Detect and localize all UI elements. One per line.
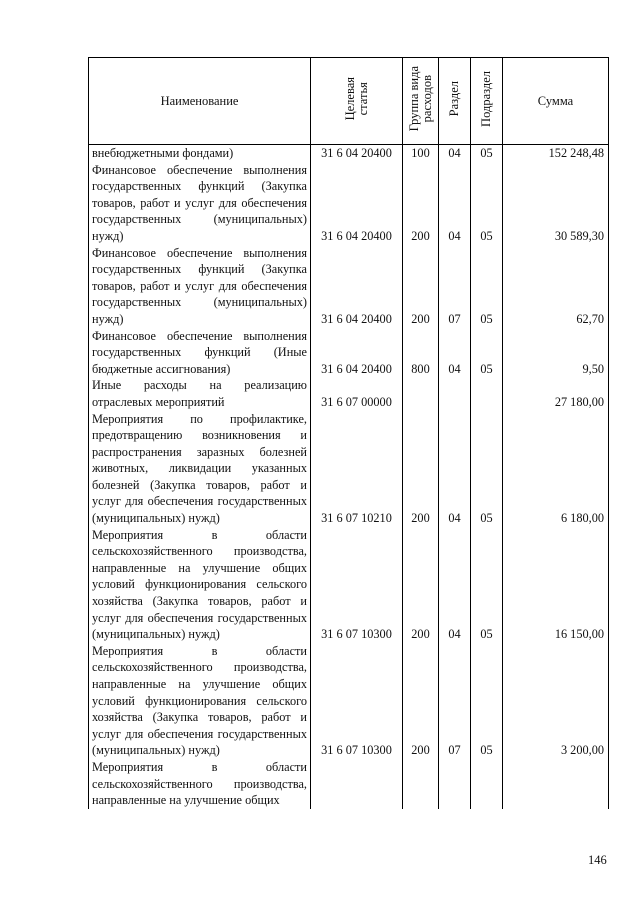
header-expense-group [403,58,439,145]
row-section [439,759,471,809]
table-row [89,759,609,809]
row-name: внебюджетными фондами) [89,145,311,162]
header-target-article-text [344,77,370,120]
row-name: Мероприятия по профилактике, предотвращению возникновения и распространения заразных болезней животных, ликвидации указанных болезней (Закупка товаров, работ и услуг для обеспечения государственных (муниципальных) нужд) [89,411,311,527]
header-target-line2: статья [355,82,370,116]
header-name-text: Наименование [160,93,239,108]
table-row [89,527,609,643]
row-expense-group: 200 [403,643,439,759]
header-group-line2: расходов [419,75,434,123]
row-target-article: 31 6 07 10210 [311,411,403,527]
row-sum: 30 589,30 [503,162,609,245]
row-target-article: 31 6 07 10300 [311,527,403,643]
row-section: 07 [439,245,471,328]
row-sum [503,759,609,809]
row-expense-group: 200 [403,245,439,328]
header-subsection-text: Подраздел [479,71,493,127]
row-subsection: 05 [471,411,503,527]
row-expense-group: 200 [403,411,439,527]
row-target-article: 31 6 04 20400 [311,328,403,378]
row-target-article: 31 6 04 20400 [311,145,403,162]
header-sum-text: Сумма [537,93,574,108]
row-expense-group [403,759,439,809]
row-subsection [471,377,503,410]
row-section: 07 [439,643,471,759]
row-sum: 6 180,00 [503,411,609,527]
row-subsection: 05 [471,245,503,328]
table-row [89,377,609,410]
row-section: 04 [439,145,471,162]
row-target-article: 31 6 04 20400 [311,162,403,245]
row-subsection: 05 [471,328,503,378]
row-target-article: 31 6 07 10300 [311,643,403,759]
table-row [89,245,609,328]
table-row [89,643,609,759]
budget-table [88,57,609,809]
row-subsection [471,759,503,809]
row-section: 04 [439,527,471,643]
row-sum: 9,50 [503,328,609,378]
row-section: 04 [439,328,471,378]
header-sum [503,58,609,145]
row-expense-group: 200 [403,162,439,245]
row-target-article: 31 6 07 00000 [311,377,403,410]
row-expense-group: 100 [403,145,439,162]
row-sum: 62,70 [503,245,609,328]
row-subsection: 05 [471,643,503,759]
header-expense-group-text [408,66,434,131]
row-name: Мероприятия в области сельскохозяйственного производства, направленные на улучшение общих условий функционирования сельского хозяйства (Закупка товаров, работ и услуг для обеспечения государственных (муниципальных) нужд) [89,527,311,643]
row-expense-group: 200 [403,527,439,643]
row-section: 04 [439,162,471,245]
row-expense-group: 800 [403,328,439,378]
header-group-line1: Группа вида [406,66,421,132]
row-expense-group [403,377,439,410]
row-section [439,377,471,410]
header-name [89,58,311,145]
row-sum: 3 200,00 [503,643,609,759]
header-section-text: Раздел [447,81,461,117]
row-name: Мероприятия в области сельскохозяйственного производства, направленные на улучшение общих [89,759,311,809]
header-target-line1: Целевая [342,77,357,121]
row-name: Мероприятия в области сельскохозяйственного производства, направленные на улучшение общих условий функционирования сельского хозяйства (Закупка товаров, работ и услуг для обеспечения государственных (муниципальных) нужд) [89,643,311,759]
header-section [439,58,471,145]
table-row [89,145,609,162]
row-target-article [311,759,403,809]
row-sum: 16 150,00 [503,527,609,643]
page-number: 146 [588,853,607,867]
row-sum: 152 248,48 [503,145,609,162]
header-subsection [471,58,503,145]
row-name: Финансовое обеспечение выполнения государственных функций (Иные бюджетные ассигнования) [89,328,311,378]
row-subsection: 05 [471,527,503,643]
row-subsection: 05 [471,162,503,245]
table-row [89,411,609,527]
table-row [89,328,609,378]
table-header-row [89,58,609,145]
row-sum: 27 180,00 [503,377,609,410]
row-target-article: 31 6 04 20400 [311,245,403,328]
header-target-article [311,58,403,145]
table-row [89,162,609,245]
row-subsection: 05 [471,145,503,162]
row-name: Иные расходы на реализацию отраслевых мероприятий [89,377,311,410]
row-name: Финансовое обеспечение выполнения государственных функций (Закупка товаров, работ и услуг для обеспечения государственных (муниципальных) нужд) [89,162,311,245]
row-name: Финансовое обеспечение выполнения государственных функций (Закупка товаров, работ и услуг для обеспечения государственных (муниципальных) нужд) [89,245,311,328]
row-section: 04 [439,411,471,527]
